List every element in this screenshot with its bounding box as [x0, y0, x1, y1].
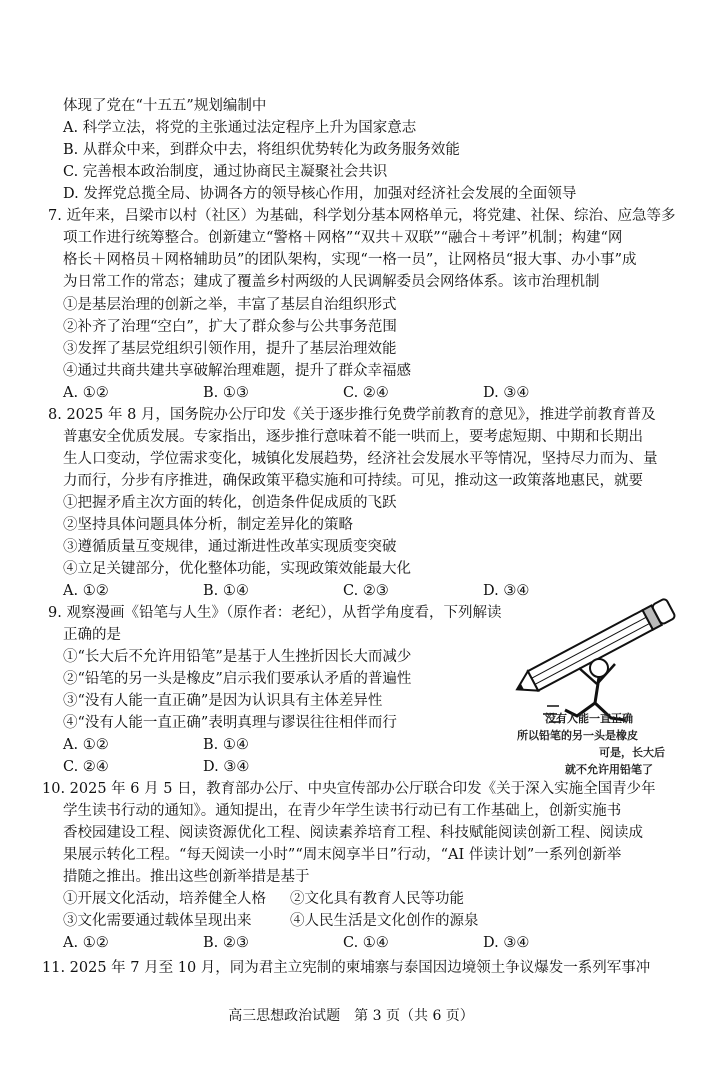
q10-choice-d: D. ③④ [483, 935, 530, 951]
q10-line-1: 10. 2025 年 6 月 5 日，教育部办公厅、中央宣传部办公厅联合印发《关于深入实施全国青少年 [42, 781, 656, 797]
q9-item-1: ①“长大后不允许用铅笔”是基于人生挫折因长大而减少 [63, 649, 412, 665]
cartoon-caption-2: 所以铅笔的另一头是橡皮 [517, 729, 638, 742]
q9-choice-c: C. ②④ [63, 759, 109, 775]
q9-line-1: 9. 观察漫画《铅笔与人生》（原作者：老纪），从哲学角度看，下列解读 [48, 605, 502, 621]
q11-line-1: 11. 2025 年 7 月至 10 月，同为君主立宪制的柬埔寨与泰国因边境领土争议爆发一系列军事冲 [42, 960, 651, 976]
q10-choice-b: B. ②③ [203, 935, 249, 951]
q9-choice-b: B. ①④ [203, 737, 249, 753]
q10-line-5: 措随之推出。推出这些创新举措是基于 [63, 869, 310, 885]
q7-choice-d: D. ③④ [483, 385, 530, 401]
q10-line-2: 学生读书行动的通知》。通知提出，在青少年学生读书行动已有工作基础上，创新实施书 [63, 803, 622, 819]
q10-item-1: ①开展文化活动，培养健全人格 [63, 891, 266, 907]
q6-option-d: D. 发挥党总揽全局、协调各方的领导核心作用，加强对经济社会发展的全面领导 [63, 186, 577, 202]
cartoon-caption-1: 没有人能一直正确 [545, 712, 633, 725]
q6-option-a: A. 科学立法，将党的主张通过法定程序上升为国家意志 [63, 120, 417, 136]
q10-item-3: ③文化需要通过载体呈现出来 [63, 913, 252, 929]
page-footer: 高三思想政治试题 第 3 页（共 6 页） [228, 1008, 474, 1024]
q7-item-4: ④通过共商共建共享破解治理难题，提升了群众幸福感 [63, 363, 411, 379]
q10-item-4: ④人民生活是文化创作的源泉 [290, 913, 479, 929]
q8-choice-a: A. ①② [63, 583, 109, 599]
q6-option-c: C. 完善根本政治制度，通过协商民主凝聚社会共识 [63, 164, 388, 180]
q8-item-4: ④立足关键部分，优化整体功能，实现政策效能最大化 [63, 561, 411, 577]
q8-item-3: ③遵循质量互变规律，通过渐进性改革实现质变突破 [63, 539, 397, 555]
q6-stem: 体现了党在“十五五”规划编制中 [63, 98, 267, 114]
q10-choice-c: C. ①④ [343, 935, 389, 951]
q8-line-3: 生人口变动，学位需求变化，城镇化发展趋势，经济社会发展水平等情况，坚持尽力而为、量 [63, 451, 658, 467]
q8-line-2: 普惠安全优质发展。专家指出，逐步推行意味着不能一哄而上，要考虑短期、中期和长期出 [63, 429, 643, 445]
pencil-cartoon [507, 598, 687, 788]
q7-choice-a: A. ①② [63, 385, 109, 401]
q8-item-1: ①把握矛盾主次方面的转化，创造条件促成质的飞跃 [63, 495, 397, 511]
q7-line-4: 为日常工作的常态；建成了覆盖乡村两级的人民调解委员会网络体系。该市治理机制 [63, 274, 600, 290]
q7-item-1: ①是基层治理的创新之举，丰富了基层自治组织形式 [63, 297, 397, 313]
q10-choice-a: A. ①② [63, 935, 109, 951]
q9-line-2: 正确的是 [63, 627, 121, 643]
q10-line-4: 果展示转化工程。“每天阅读一小时”“周末阅享半日”行动，“AI 伴读计划”一系列创新举 [63, 847, 622, 863]
q8-choice-c: C. ②③ [343, 583, 389, 599]
q6-option-b: B. 从群众中来，到群众中去，将组织优势转化为政务服务效能 [63, 142, 460, 158]
q10-item-2: ②文化具有教育人民等功能 [290, 891, 464, 907]
cartoon-caption-4: 就不允许用铅笔了 [565, 763, 653, 776]
q8-item-2: ②坚持具体问题具体分析，制定差异化的策略 [63, 517, 353, 533]
q9-choice-d: D. ③④ [203, 759, 250, 775]
q7-item-2: ②补齐了治理“空白”，扩大了群众参与公共事务范围 [63, 319, 397, 335]
q9-choice-a: A. ①② [63, 737, 109, 753]
q8-choice-b: B. ①④ [203, 583, 249, 599]
q7-choice-c: C. ②④ [343, 385, 389, 401]
q9-item-4: ④“没有人能一直正确”表明真理与谬误往往相伴而行 [63, 715, 397, 731]
q9-item-2: ②“铅笔的另一头是橡皮”启示我们要承认矛盾的普遍性 [63, 671, 412, 687]
q9-item-3: ③“没有人能一直正确”是因为认识具有主体差异性 [63, 693, 383, 709]
cartoon-caption-3: 可是，长大后 [599, 746, 665, 759]
q10-line-3: 香校园建设工程、阅读资源优化工程、阅读素养培育工程、科技赋能阅读创新工程、阅读成 [63, 825, 643, 841]
q7-line-3: 格长＋网格员＋网格辅助员”的团队架构，实现“一格一员”，让网格员“报大事、办小事”成 [63, 252, 637, 268]
q7-line-1: 7. 近年来，吕梁市以村（社区）为基础，科学划分基本网格单元，将党建、社保、综治、应急等多 [48, 208, 676, 224]
q7-choice-b: B. ①③ [203, 385, 249, 401]
q7-item-3: ③发挥了基层党组织引领作用，提升了基层治理效能 [63, 341, 397, 357]
q7-line-2: 项工作进行统筹整合。创新建立“警格＋网格”“双共＋双联”“融合＋考评”机制；构建“网 [63, 230, 623, 246]
q8-line-1: 8. 2025 年 8 月，国务院办公厅印发《关于逐步推行免费学前教育的意见》，推进学前教育普及 [48, 407, 656, 423]
q8-choice-d: D. ③④ [483, 583, 530, 599]
q8-line-4: 力而行，分步有序推进，确保政策平稳实施和可持续。可见，推动这一政策落地惠民，就要 [63, 473, 643, 489]
